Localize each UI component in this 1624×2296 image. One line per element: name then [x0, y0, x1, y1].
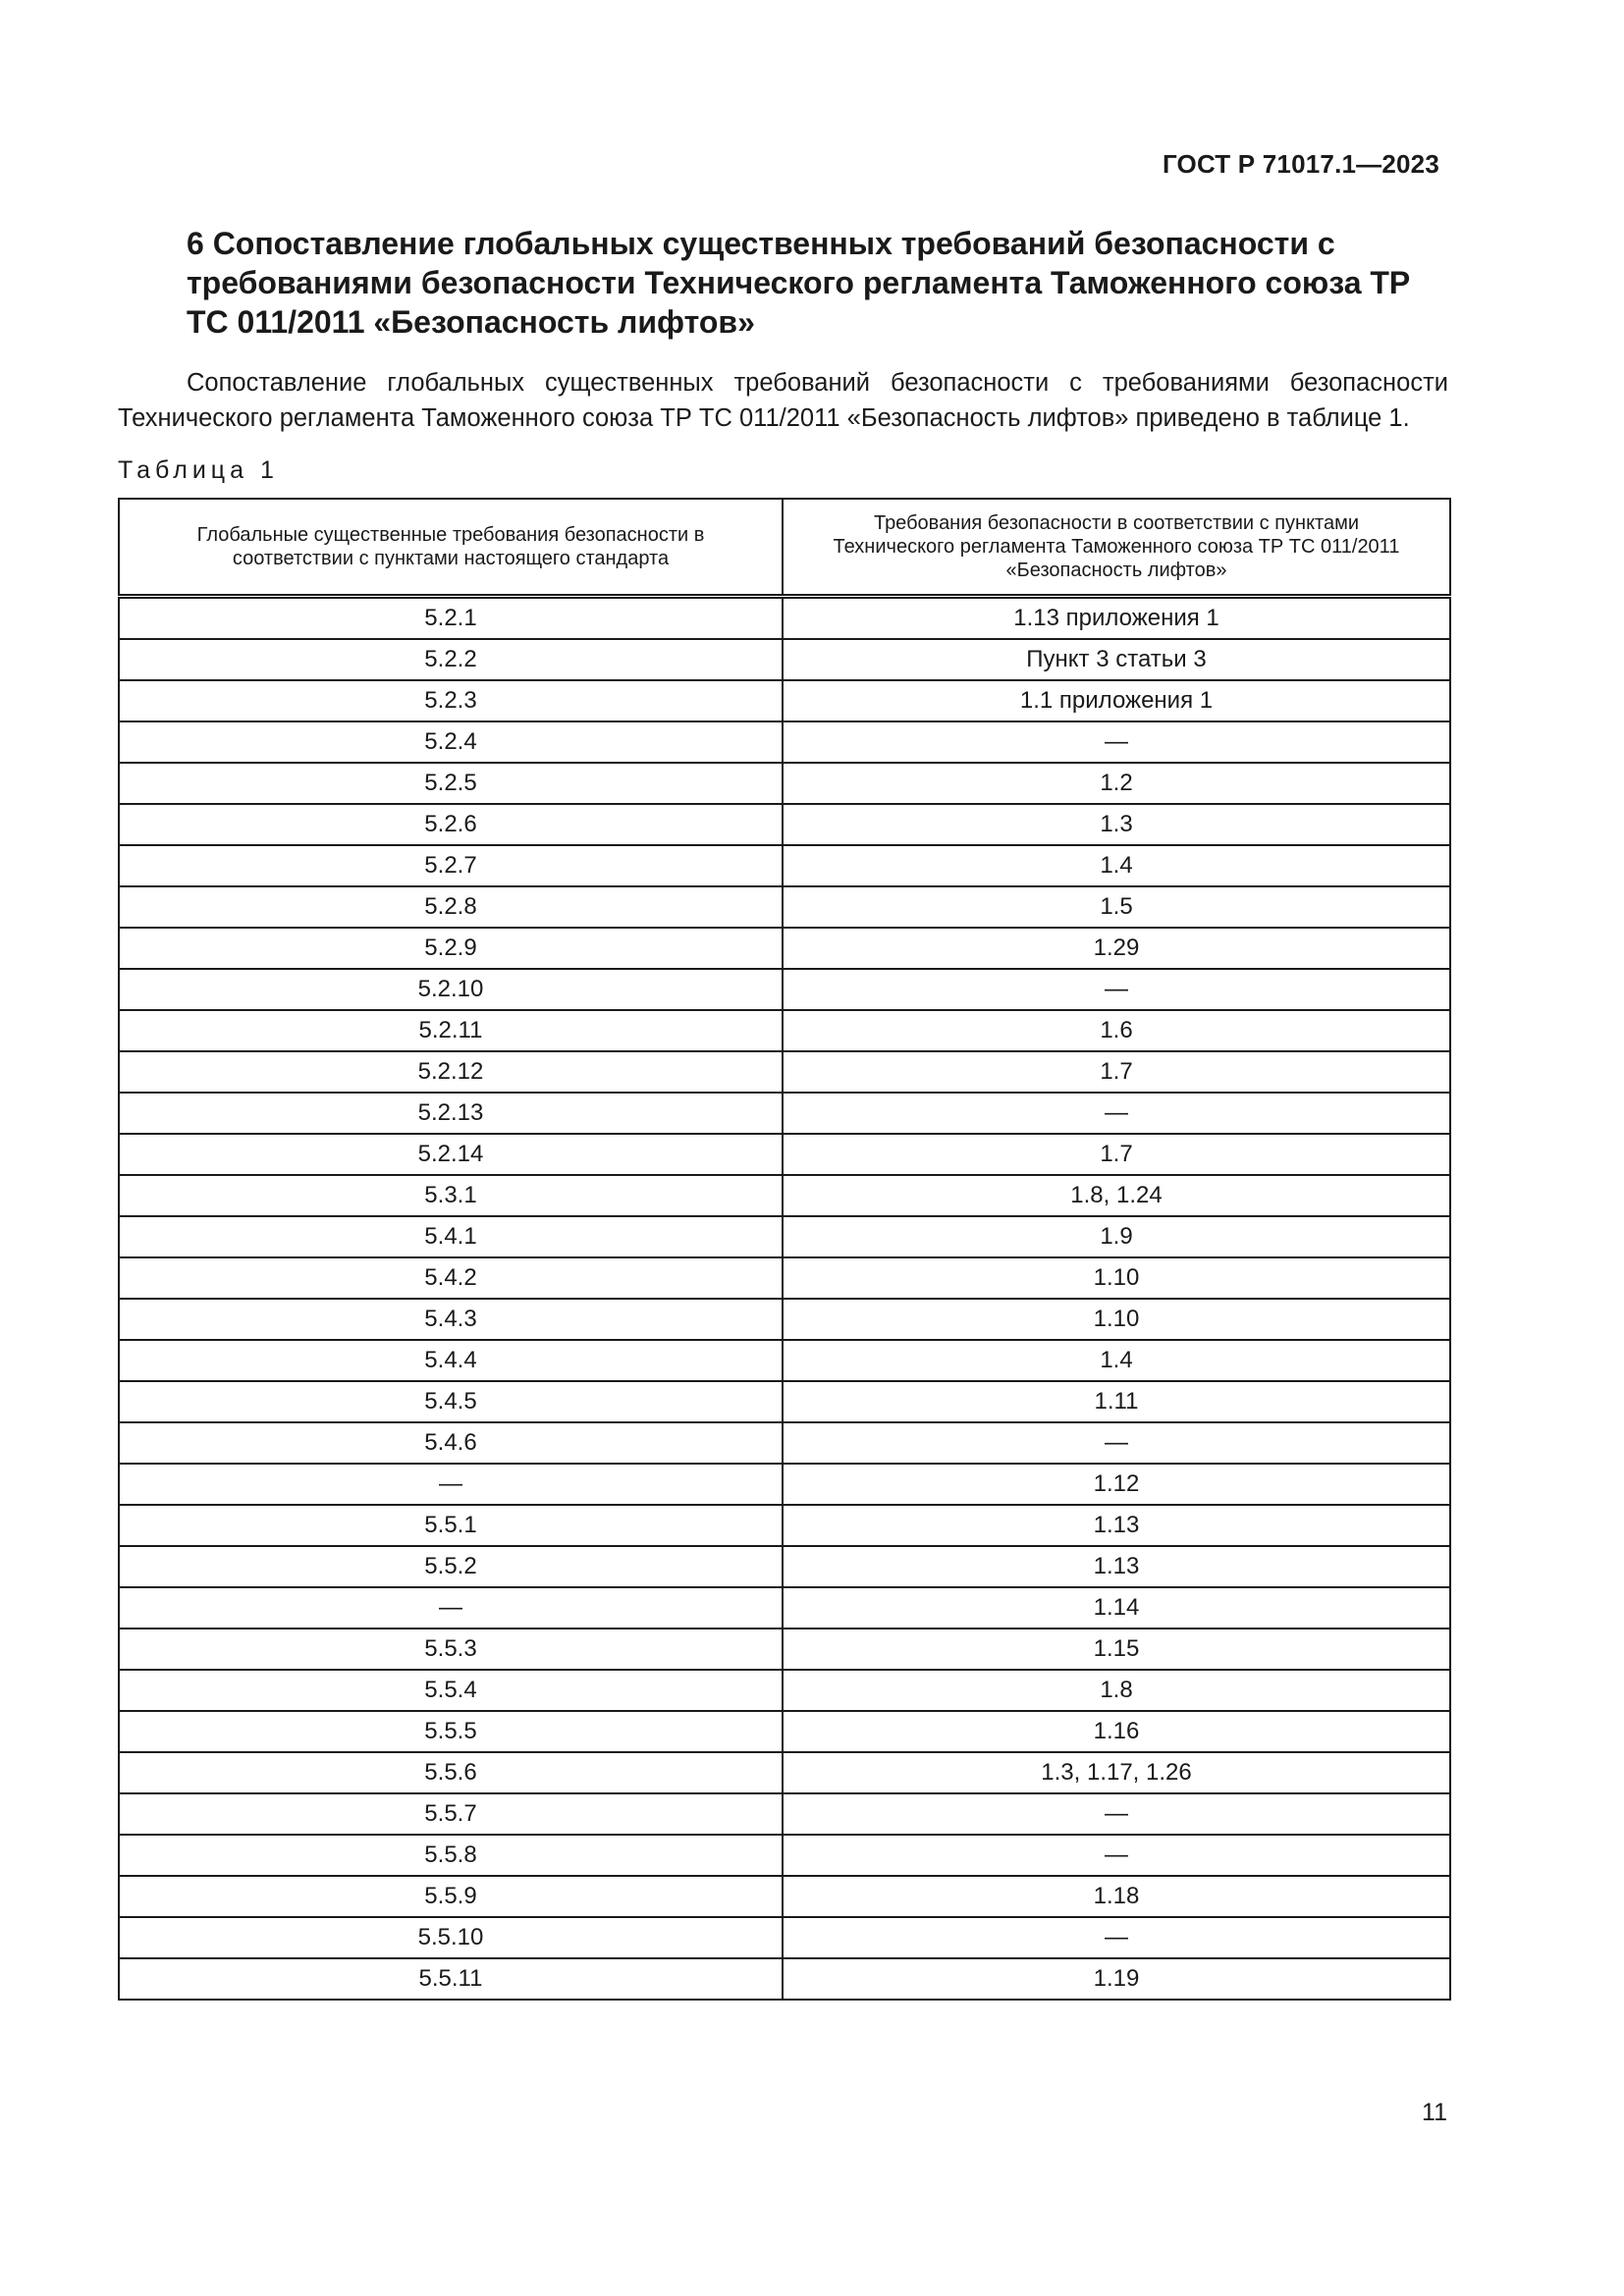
cell-tr-ts-requirement: —: [783, 1835, 1450, 1876]
cell-global-requirement: 5.5.11: [119, 1958, 783, 2000]
table-row: [119, 597, 1450, 640]
cell-tr-ts-requirement: 1.7: [783, 1134, 1450, 1175]
cell-tr-ts-requirement: 1.13: [783, 1505, 1450, 1546]
cell-global-requirement: 5.2.14: [119, 1134, 783, 1175]
table-row: [119, 721, 1450, 763]
cell-global-requirement: 5.5.10: [119, 1917, 783, 1958]
table-row: [119, 1876, 1450, 1917]
cell-global-requirement: 5.2.3: [119, 680, 783, 721]
table-caption: Таблица 1: [118, 456, 279, 484]
cell-tr-ts-requirement: 1.11: [783, 1381, 1450, 1422]
cell-tr-ts-requirement: 1.13 приложения 1: [783, 597, 1450, 640]
table-row: [119, 969, 1450, 1010]
cell-global-requirement: 5.5.2: [119, 1546, 783, 1587]
cell-tr-ts-requirement: 1.6: [783, 1010, 1450, 1051]
cell-tr-ts-requirement: —: [783, 1093, 1450, 1134]
cell-global-requirement: 5.2.12: [119, 1051, 783, 1093]
cell-global-requirement: 5.5.3: [119, 1629, 783, 1670]
cell-global-requirement: 5.2.2: [119, 639, 783, 680]
cell-global-requirement: 5.2.5: [119, 763, 783, 804]
cell-tr-ts-requirement: 1.4: [783, 845, 1450, 886]
cell-tr-ts-requirement: 1.2: [783, 763, 1450, 804]
cell-tr-ts-requirement: Пункт 3 статьи 3: [783, 639, 1450, 680]
document-code: ГОСТ Р 71017.1—2023: [1162, 149, 1439, 179]
table-row: [119, 1257, 1450, 1299]
cell-tr-ts-requirement: 1.14: [783, 1587, 1450, 1629]
cell-global-requirement: 5.4.5: [119, 1381, 783, 1422]
column-header-global-requirements: Глобальные существенные требования безопасности в соответствии с пунктами настоящего стандарта: [119, 499, 783, 597]
table-row: [119, 1917, 1450, 1958]
cell-global-requirement: 5.4.4: [119, 1340, 783, 1381]
cell-tr-ts-requirement: 1.10: [783, 1299, 1450, 1340]
cell-global-requirement: 5.2.7: [119, 845, 783, 886]
cell-tr-ts-requirement: 1.9: [783, 1216, 1450, 1257]
cell-tr-ts-requirement: 1.13: [783, 1546, 1450, 1587]
cell-tr-ts-requirement: 1.1 приложения 1: [783, 680, 1450, 721]
table-row: [119, 1793, 1450, 1835]
cell-tr-ts-requirement: 1.12: [783, 1464, 1450, 1505]
table-row: [119, 1711, 1450, 1752]
table-row: [119, 1340, 1450, 1381]
table-row: [119, 1752, 1450, 1793]
cell-global-requirement: 5.5.7: [119, 1793, 783, 1835]
table-row: [119, 1175, 1450, 1216]
table-row: [119, 1010, 1450, 1051]
cell-tr-ts-requirement: 1.16: [783, 1711, 1450, 1752]
cell-global-requirement: 5.5.1: [119, 1505, 783, 1546]
table-row: [119, 1299, 1450, 1340]
cell-tr-ts-requirement: 1.10: [783, 1257, 1450, 1299]
cell-global-requirement: 5.5.9: [119, 1876, 783, 1917]
cell-global-requirement: 5.4.1: [119, 1216, 783, 1257]
intro-paragraph: Сопоставление глобальных существенных требований безопасности с требованиями безопасности Технического регламента Таможенного союза ТР ТС 011/2011 «Безопасность лифтов» приведено в таблице 1.: [118, 369, 1448, 432]
cell-tr-ts-requirement: 1.5: [783, 886, 1450, 928]
cell-global-requirement: 5.5.5: [119, 1711, 783, 1752]
cell-global-requirement: 5.2.11: [119, 1010, 783, 1051]
table-row: [119, 1587, 1450, 1629]
cell-tr-ts-requirement: 1.15: [783, 1629, 1450, 1670]
cell-global-requirement: 5.2.13: [119, 1093, 783, 1134]
table-row: [119, 886, 1450, 928]
section-title: 6 Сопоставление глобальных существенных требований безопасности с требованиями безопасности Технического регламента Таможенного союза ТР ТС 011/2011 «Безопасность лифтов»: [187, 226, 1411, 340]
table-row: [119, 928, 1450, 969]
cell-global-requirement: 5.2.10: [119, 969, 783, 1010]
table-row: [119, 1505, 1450, 1546]
column-header-tr-ts-requirements: Требования безопасности в соответствии с пунктами Технического регламента Таможенного союза ТР ТС 011/2011 «Безопасность лифтов»: [783, 499, 1450, 597]
table-row: [119, 1835, 1450, 1876]
cell-tr-ts-requirement: 1.18: [783, 1876, 1450, 1917]
table-row: [119, 1093, 1450, 1134]
table-row: [119, 1134, 1450, 1175]
table-row: [119, 845, 1450, 886]
cell-tr-ts-requirement: —: [783, 1422, 1450, 1464]
cell-tr-ts-requirement: 1.4: [783, 1340, 1450, 1381]
cell-tr-ts-requirement: 1.7: [783, 1051, 1450, 1093]
table-row: [119, 804, 1450, 845]
cell-global-requirement: 5.5.8: [119, 1835, 783, 1876]
table-row: [119, 763, 1450, 804]
table-row: [119, 1422, 1450, 1464]
table-row: [119, 680, 1450, 721]
cell-global-requirement: —: [119, 1587, 783, 1629]
cell-global-requirement: 5.2.4: [119, 721, 783, 763]
cell-global-requirement: 5.2.8: [119, 886, 783, 928]
table-body: [119, 597, 1450, 2001]
cell-global-requirement: 5.2.6: [119, 804, 783, 845]
table-header-row: [119, 499, 1450, 597]
table-row: [119, 1216, 1450, 1257]
cell-global-requirement: 5.5.4: [119, 1670, 783, 1711]
table-row: [119, 639, 1450, 680]
cell-tr-ts-requirement: —: [783, 1917, 1450, 1958]
table-row: [119, 1051, 1450, 1093]
cell-global-requirement: —: [119, 1464, 783, 1505]
requirements-table: [118, 498, 1451, 2001]
cell-global-requirement: 5.2.1: [119, 597, 783, 640]
cell-tr-ts-requirement: —: [783, 1793, 1450, 1835]
cell-global-requirement: 5.4.3: [119, 1299, 783, 1340]
cell-global-requirement: 5.5.6: [119, 1752, 783, 1793]
table-row: [119, 1670, 1450, 1711]
cell-global-requirement: 5.2.9: [119, 928, 783, 969]
cell-tr-ts-requirement: —: [783, 721, 1450, 763]
cell-global-requirement: 5.3.1: [119, 1175, 783, 1216]
table-row: [119, 1381, 1450, 1422]
table-row: [119, 1958, 1450, 2000]
page-number: 11: [1422, 2099, 1447, 2126]
cell-tr-ts-requirement: 1.19: [783, 1958, 1450, 2000]
cell-global-requirement: 5.4.6: [119, 1422, 783, 1464]
cell-global-requirement: 5.4.2: [119, 1257, 783, 1299]
cell-tr-ts-requirement: 1.3: [783, 804, 1450, 845]
table-row: [119, 1629, 1450, 1670]
cell-tr-ts-requirement: 1.29: [783, 928, 1450, 969]
cell-tr-ts-requirement: 1.8, 1.24: [783, 1175, 1450, 1216]
cell-tr-ts-requirement: —: [783, 969, 1450, 1010]
cell-tr-ts-requirement: 1.3, 1.17, 1.26: [783, 1752, 1450, 1793]
table-row: [119, 1464, 1450, 1505]
cell-tr-ts-requirement: 1.8: [783, 1670, 1450, 1711]
table-row: [119, 1546, 1450, 1587]
